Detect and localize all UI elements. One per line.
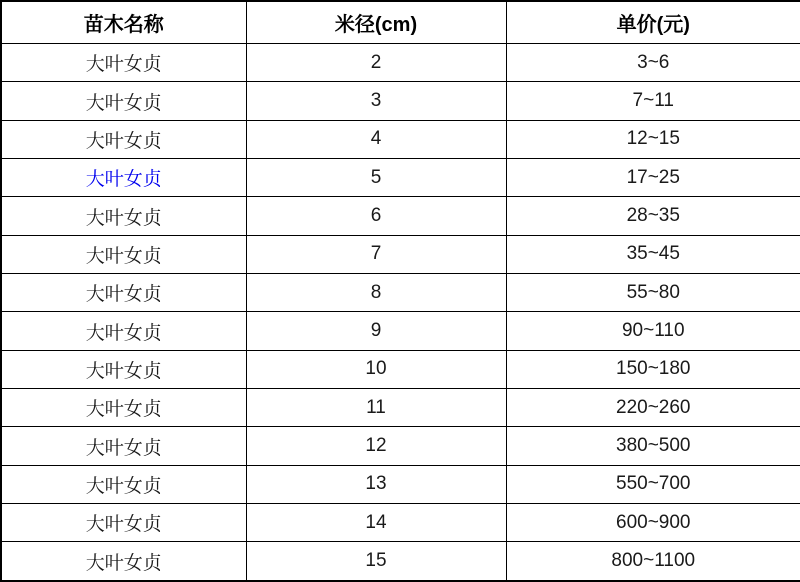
table-row <box>1 504 800 542</box>
price-cell: 55~80 <box>506 274 800 312</box>
header-diameter: 米径(cm) <box>246 1 506 44</box>
diameter-cell: 6 <box>246 197 506 235</box>
diameter-cell: 4 <box>246 120 506 158</box>
price-cell: 90~110 <box>506 312 800 350</box>
table-row <box>1 465 800 503</box>
table-row <box>1 542 800 581</box>
table-row <box>1 235 800 273</box>
tree-name-cell: 大叶女贞 <box>1 197 246 235</box>
diameter-cell: 9 <box>246 312 506 350</box>
price-cell: 150~180 <box>506 350 800 388</box>
price-cell: 28~35 <box>506 197 800 235</box>
price-cell: 3~6 <box>506 44 800 82</box>
tree-name-cell: 大叶女贞 <box>1 350 246 388</box>
price-cell: 550~700 <box>506 465 800 503</box>
table-row <box>1 350 800 388</box>
header-tree-name: 苗木名称 <box>1 1 246 44</box>
table-row <box>1 82 800 120</box>
tree-name-cell: 大叶女贞 <box>1 312 246 350</box>
table-row <box>1 389 800 427</box>
diameter-cell: 11 <box>246 389 506 427</box>
diameter-cell: 2 <box>246 44 506 82</box>
tree-name-cell: 大叶女贞 <box>1 389 246 427</box>
diameter-cell: 14 <box>246 504 506 542</box>
table-row <box>1 120 800 158</box>
price-cell: 7~11 <box>506 82 800 120</box>
diameter-cell: 15 <box>246 542 506 581</box>
diameter-cell: 8 <box>246 274 506 312</box>
tree-name-cell: 大叶女贞 <box>1 274 246 312</box>
diameter-cell: 12 <box>246 427 506 465</box>
header-unit-price: 单价(元) <box>506 1 800 44</box>
price-cell: 35~45 <box>506 235 800 273</box>
diameter-cell: 3 <box>246 82 506 120</box>
tree-name-cell: 大叶女贞 <box>1 82 246 120</box>
table-row <box>1 44 800 82</box>
tree-name-cell: 大叶女贞 <box>1 427 246 465</box>
tree-name-cell: 大叶女贞 <box>1 120 246 158</box>
table-row <box>1 274 800 312</box>
price-cell: 17~25 <box>506 159 800 197</box>
diameter-cell: 7 <box>246 235 506 273</box>
table-row <box>1 427 800 465</box>
price-cell: 600~900 <box>506 504 800 542</box>
diameter-cell: 5 <box>246 159 506 197</box>
header-row <box>1 1 800 44</box>
table-row <box>1 312 800 350</box>
tree-name-cell: 大叶女贞 <box>1 465 246 503</box>
tree-name-cell: 大叶女贞 <box>1 235 246 273</box>
tree-name-link[interactable]: 大叶女贞 <box>1 159 246 197</box>
diameter-cell: 13 <box>246 465 506 503</box>
price-cell: 380~500 <box>506 427 800 465</box>
diameter-cell: 10 <box>246 350 506 388</box>
tree-name-cell: 大叶女贞 <box>1 44 246 82</box>
tree-name-cell: 大叶女贞 <box>1 504 246 542</box>
table-row <box>1 197 800 235</box>
price-cell: 220~260 <box>506 389 800 427</box>
price-cell: 12~15 <box>506 120 800 158</box>
tree-name-cell: 大叶女贞 <box>1 542 246 581</box>
table-row <box>1 159 800 197</box>
price-cell: 800~1100 <box>506 542 800 581</box>
